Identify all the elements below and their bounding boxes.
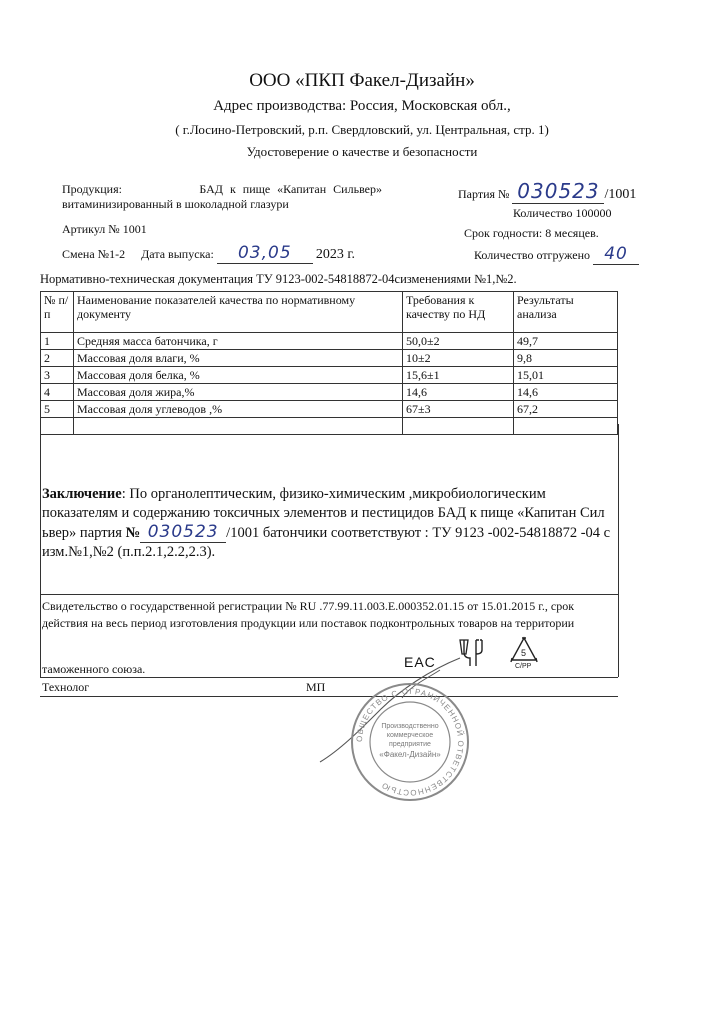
table-row	[41, 367, 618, 384]
row-indicator: Массовая доля углеводов ,%	[74, 401, 403, 418]
eac-mark-icon: EAC	[404, 654, 436, 670]
row-result: 15,01	[514, 367, 618, 384]
row-indicator: Средняя масса батончика, г	[74, 333, 403, 350]
production-address-detail: ( г.Лосино-Петровский, р.п. Свердловский, ул. Центральная, стр. 1)	[175, 122, 549, 137]
conclusion-label: Заключение	[42, 486, 122, 502]
row-result: 67,2	[514, 401, 618, 418]
row-number: 4	[41, 384, 74, 401]
col-requirement-header: Требования к качеству по НД	[403, 292, 514, 333]
conclusion-batch-label: №	[125, 525, 141, 541]
release-date-handwritten: 03,05	[217, 243, 313, 264]
row-indicator: Массовая доля жира,%	[74, 384, 403, 401]
table-row	[41, 384, 618, 401]
seal-line1: Производственно	[381, 723, 439, 730]
table-row	[41, 350, 618, 367]
product-name-line2: витаминизированный в шоколадной глазури	[62, 197, 289, 211]
row-requirement: 50,0±2	[403, 333, 514, 350]
company-seal	[348, 680, 472, 804]
mp-label: МП	[306, 680, 326, 694]
row-indicator: Массовая доля белка, %	[74, 367, 403, 384]
col-indicator-header: Наименование показателей качества по нормативному документу	[74, 292, 403, 333]
shipped-label: Количество отгружено	[474, 248, 591, 262]
row-requirement: 10±2	[403, 350, 514, 367]
shipped-handwritten: 40	[593, 244, 639, 265]
recycle-icon	[506, 634, 542, 670]
seal-line2: коммерческое	[386, 732, 434, 739]
company-name: ООО «ПКП Факел-Дизайн»	[249, 70, 475, 91]
quantity: Количество 100000	[513, 206, 612, 220]
batch-number-handwritten: 030523	[512, 179, 604, 204]
table-row	[41, 333, 618, 350]
product-block	[62, 182, 382, 212]
technologist-label: Технолог	[42, 680, 90, 694]
seal-line3: предприятие	[389, 741, 431, 748]
registration-certificate: Свидетельство о государственной регистрации № RU .77.99.11.003.Е.000352.01.15 от 15.01.2015 г., срок действия на весь период изготовления продукции или поставок подконтрольных товаров на территории	[42, 599, 575, 630]
row-result: 9,8	[514, 350, 618, 367]
row-number: 1	[41, 333, 74, 350]
certificate-title: Удостоверение о качестве и безопасности	[246, 144, 478, 159]
row-indicator: Массовая доля влаги, %	[74, 350, 403, 367]
product-label: Продукция:	[62, 182, 122, 196]
release-year: 2023 г.	[315, 247, 355, 262]
article-number: Артикул № 1001	[62, 222, 147, 236]
shift-number: Смена №1-2	[62, 247, 126, 261]
conclusion-batch-handwritten: 030523	[140, 523, 226, 543]
row-number: 3	[41, 367, 74, 384]
release-date-label: Дата выпуска:	[141, 247, 214, 261]
registration-end: таможенного союза.	[42, 662, 146, 676]
row-result: 49,7	[514, 333, 618, 350]
shipped-row	[474, 244, 639, 265]
conclusion-text1: : По органолептическим, физико-химическим ,микробиологическим показателям и содержанию токсичных элементов и пестицидов БАД к пище «Капитан Сил ьвер» партия	[42, 486, 605, 541]
shelf-life: Срок годности: 8 месяцев.	[464, 226, 599, 240]
normative-documentation: Нормативно-техническая документация ТУ 9123-002-54818872-04сизменениями №1,№2.	[40, 272, 517, 286]
row-result: 14,6	[514, 384, 618, 401]
col-result-header: Результаты анализа	[514, 292, 618, 333]
release-row	[62, 243, 355, 264]
production-address: Адрес производства: Россия, Московская обл.,	[213, 98, 511, 114]
table-row	[41, 401, 618, 418]
row-number: 2	[41, 350, 74, 367]
row-requirement: 15,6±1	[403, 367, 514, 384]
conclusion	[42, 485, 612, 562]
product-name-line1: БАД к пище «Капитан Сильвер»	[199, 182, 382, 196]
row-number: 5	[41, 401, 74, 418]
seal-ring-text: ОБЩЕСТВО С ОГРАНИЧЕННОЙ ОТВЕТСТВЕННОСТЬЮ	[354, 686, 466, 798]
divider-line	[40, 594, 618, 595]
batch-suffix: /1001	[604, 187, 637, 202]
batch-row	[458, 179, 636, 204]
seal-line4: «Факел-Дизайн»	[379, 750, 441, 759]
quality-table	[40, 291, 618, 435]
row-requirement: 14,6	[403, 384, 514, 401]
batch-label: Партия №	[458, 187, 510, 201]
recycle-label: C/PP	[515, 663, 532, 670]
row-requirement: 67±3	[403, 401, 514, 418]
table-header-row	[41, 292, 618, 333]
col-number-header: № п/п	[41, 292, 74, 333]
conclusion-text2: /1001 батончики соответствуют : ТУ 9123 -002-54818872 -04 с изм.№1,№2 (п.п.2.1,2.2,2.3).	[42, 525, 611, 560]
recycle-code: 5	[521, 648, 527, 658]
